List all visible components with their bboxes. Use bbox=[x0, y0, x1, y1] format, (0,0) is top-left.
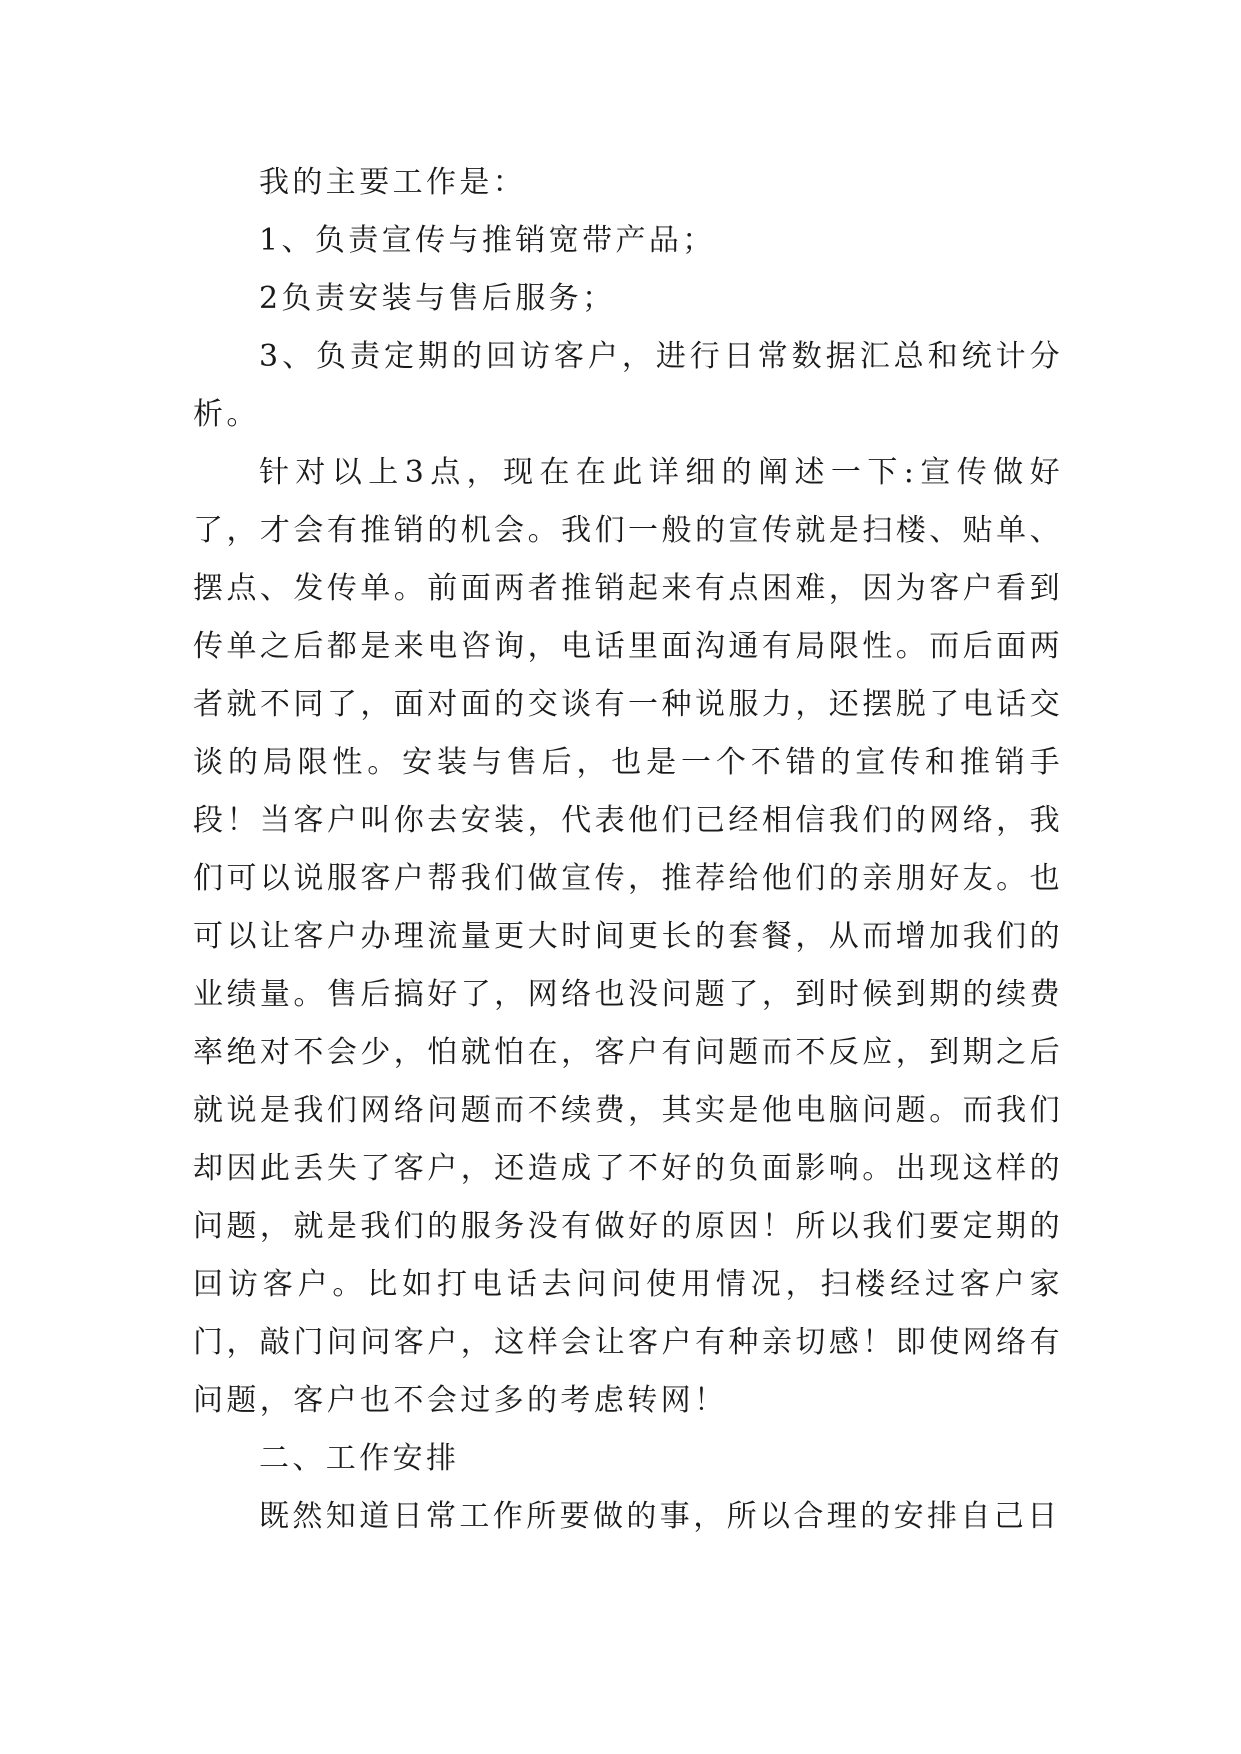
section-heading-work-arrangement: 二、工作安排 bbox=[259, 1441, 460, 1476]
paragraph-duty-3: 3、负责定期的回访客户，进行日常数据汇总和统计分析。 bbox=[193, 339, 1063, 432]
paragraph-duty-2: 2负责安装与售后服务； bbox=[259, 281, 616, 316]
paragraph-arrangement: 既然知道日常工作所要做的事，所以合理的安排自己日 bbox=[259, 1499, 1061, 1534]
paragraph-main-work-heading: 我的主要工作是： bbox=[259, 165, 527, 200]
paragraph-duty-1: 1、负责宣传与推销宽带产品； bbox=[259, 223, 716, 258]
paragraph-detail: 针对以上3点，现在在此详细的阐述一下:宣传做好了，才会有推销的机会。我们一般的宣传就是扫楼、贴单、摆点、发传单。前面两者推销起来有点困难，因为客户看到传单之后都是来电咨询，电话里面沟通有局限性。而后面两者就不同了，面对面的交谈有一种说服力，还摆脱了电话交谈的局限性。安装与售后，也是一个不错的宣传和推销手段！当客户叫你去安装，代表他们已经相信我们的网络，我们可以说服客户帮我们做宣传，推荐给他们的亲朋好友。也可以让客户办理流量更大时间更长的套餐，从而增加我们的业绩量。售后搞好了，网络也没问题了，到时候到期的续费率绝对不会少，怕就怕在，客户有问题而不反应，到期之后就说是我们网络问题而不续费，其实是他电脑问题。而我们却因此丢失了客户，还造成了不好的负面影响。出现这样的问题，就是我们的服务没有做好的原因！所以我们要定期的回访客户。比如打电话去问问使用情况，扫楼经过客户家门，敲门问问客户，这样会让客户有种亲切感！即使网络有问题，客户也不会过多的考虑转网！ bbox=[193, 455, 1063, 1418]
document-body bbox=[193, 154, 1063, 1546]
